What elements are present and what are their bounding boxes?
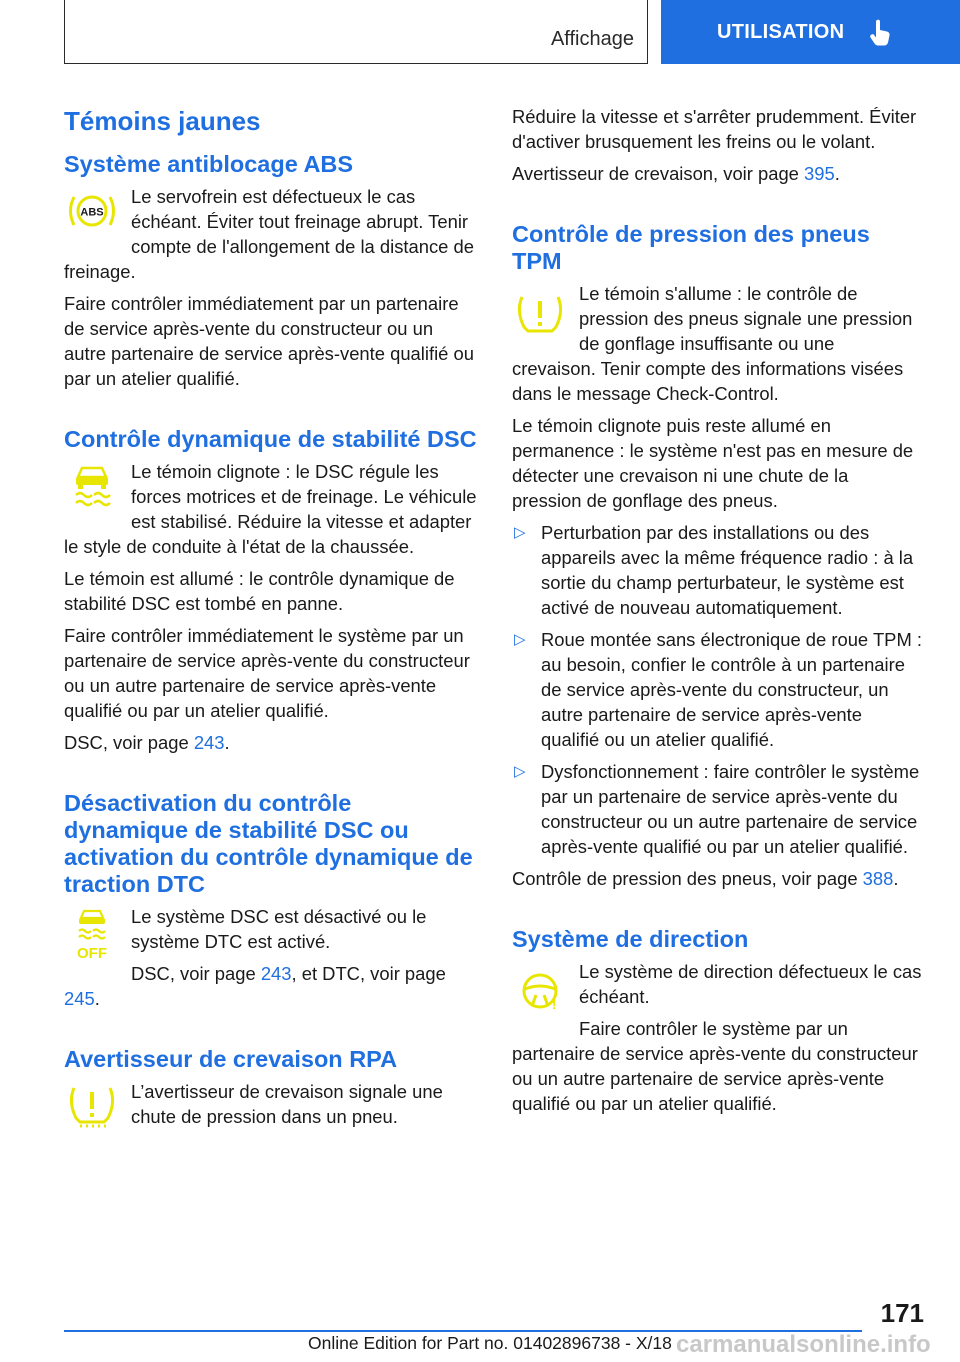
dtc-text-1: Le système DSC est désactivé ou le système DTC est activé. (131, 906, 427, 952)
steering-text-2: Faire contrôler le système par un partenaire de service après-vente du constructeur ou un autre partenaire de service après-vente qualifié ou par un atelier qualifié. (512, 1018, 918, 1114)
rpa-text-1: L’avertisseur de crevaison signale une chute de pression dans un pneu. (131, 1081, 443, 1127)
heading-dsc: Contrôle dynamique de stabilité DSC (64, 426, 477, 452)
edition-footer: Online Edition for Part no. 01402896738 - X/18 (308, 1333, 672, 1353)
section-title: Affichage (550, 28, 634, 50)
tire-pressure-icon (64, 1082, 120, 1130)
rpa-reference: Avertisseur de crevaison, voir page 395. (512, 163, 840, 184)
list-item: ▷ Roue montée sans électronique de roue TPM : au besoin, confier le contrôle à un partenaire de service après-vente du constructeur, un autre partenaire de service après-vente qualifié ou un atelier qualifié. (514, 629, 922, 750)
dsc-text-3: Faire contrôler immédiatement le système par un partenaire de service après-vente du constructeur ou un autre partenaire de service après-vente qualifié ou par un atelier qualifié. (64, 625, 470, 721)
page-number: 171 (880, 1298, 924, 1328)
svg-text:ABS: ABS (80, 206, 104, 219)
heading-dtc: Désactivation du contrôle dynamique de stabilité DSC ou activation du contrôle dynamique de traction DTC (64, 790, 473, 897)
watermark: carmanualsonline.info (676, 1331, 931, 1358)
page-title: Témoins jaunes (64, 106, 261, 136)
steering-warning-icon (512, 967, 568, 1015)
page-link-395[interactable]: 395 (804, 163, 835, 184)
triangle-bullet-icon: ▷ (514, 524, 526, 541)
triangle-bullet-icon: ▷ (514, 763, 526, 780)
dsc-off-icon (64, 907, 120, 963)
page-link-243[interactable]: 243 (260, 963, 292, 984)
tpm-text-2: Le témoin clignote puis reste allumé en permanence : le système n'est pas en mesure de détecter une crevaison ni une chute de la pression de gonflage des pneus. (512, 415, 914, 511)
dsc-reference: DSC, voir page 243. (64, 732, 230, 753)
dsc-text-2: Le témoin est allumé : le contrôle dynamique de stabilité DSC est tombé en panne. (64, 568, 455, 614)
page-link-245[interactable]: 245 (64, 988, 95, 1009)
abs-text-1: Le servofrein est défectueux le cas échéant. Éviter tout freinage abrupt. Tenir compte de l'allongement de la distance de freinage. (64, 186, 474, 282)
dsc-text-1: Le témoin clignote : le DSC régule les forces motrices et de freinage. Le véhicule est stabilisé. Réduire la vitesse et adapter le style de conduite à l'état de la chaussée. (64, 461, 477, 557)
heading-abs: Système antiblocage ABS (64, 151, 354, 177)
triangle-bullet-icon: ▷ (514, 631, 526, 648)
tab-label: UTILISATION (717, 20, 845, 43)
svg-text:!: ! (552, 997, 557, 1012)
abs-warning-icon (64, 187, 120, 235)
tpm-bullet-list (512, 520, 922, 859)
right-column (512, 104, 922, 1123)
page-link-243[interactable]: 243 (193, 732, 225, 753)
heading-steering: Système de direction (512, 926, 749, 952)
svg-text:OFF: OFF (77, 945, 107, 962)
steering-text-1: Le système de direction défectueux le cas échéant. (579, 961, 922, 1007)
left-column (64, 100, 477, 1136)
abs-text-2: Faire contrôler immédiatement par un partenaire de service après-vente du constructeur ou un autre partenaire de service après-vente qualifié ou par un atelier qualifié. (64, 293, 474, 389)
list-item: ▷ Dysfonctionnement : faire contrôler le système par un partenaire de service après-vente du constructeur ou un autre partenaire de service après-vente qualifié ou par un atelier qualifié. (514, 761, 920, 857)
tpm-warning-icon (512, 291, 568, 339)
page-link-388[interactable]: 388 (862, 868, 894, 889)
rpa-text-2: Réduire la vitesse et s'arrêter prudemment. Éviter d'activer brusquement les freins ou le volant. (512, 106, 917, 152)
tab-utilisation[interactable] (661, 0, 960, 64)
tpm-reference: Contrôle de pression des pneus, voir page 388. (512, 868, 899, 889)
heading-rpa: Avertisseur de crevaison RPA (64, 1046, 398, 1072)
dtc-reference: DSC, voir page 243, et DTC, voir page 245. (64, 963, 446, 1009)
dsc-warning-icon (64, 462, 120, 510)
tpm-text-1: Le témoin s'allume : le contrôle de pression des pneus signale une pression de gonflage insuffisante ou une crevaison. Tenir compte des informations visées dans le message Check-Control. (512, 283, 913, 404)
list-item: ▷ Perturbation par des installations ou des appareils avec la même fréquence radio : à la sortie du champ perturbateur, le système est activé de nouveau automatiquement. (514, 522, 914, 618)
pointing-hand-icon (868, 18, 892, 46)
heading-tpm: Contrôle de pression des pneus TPM (512, 221, 870, 274)
